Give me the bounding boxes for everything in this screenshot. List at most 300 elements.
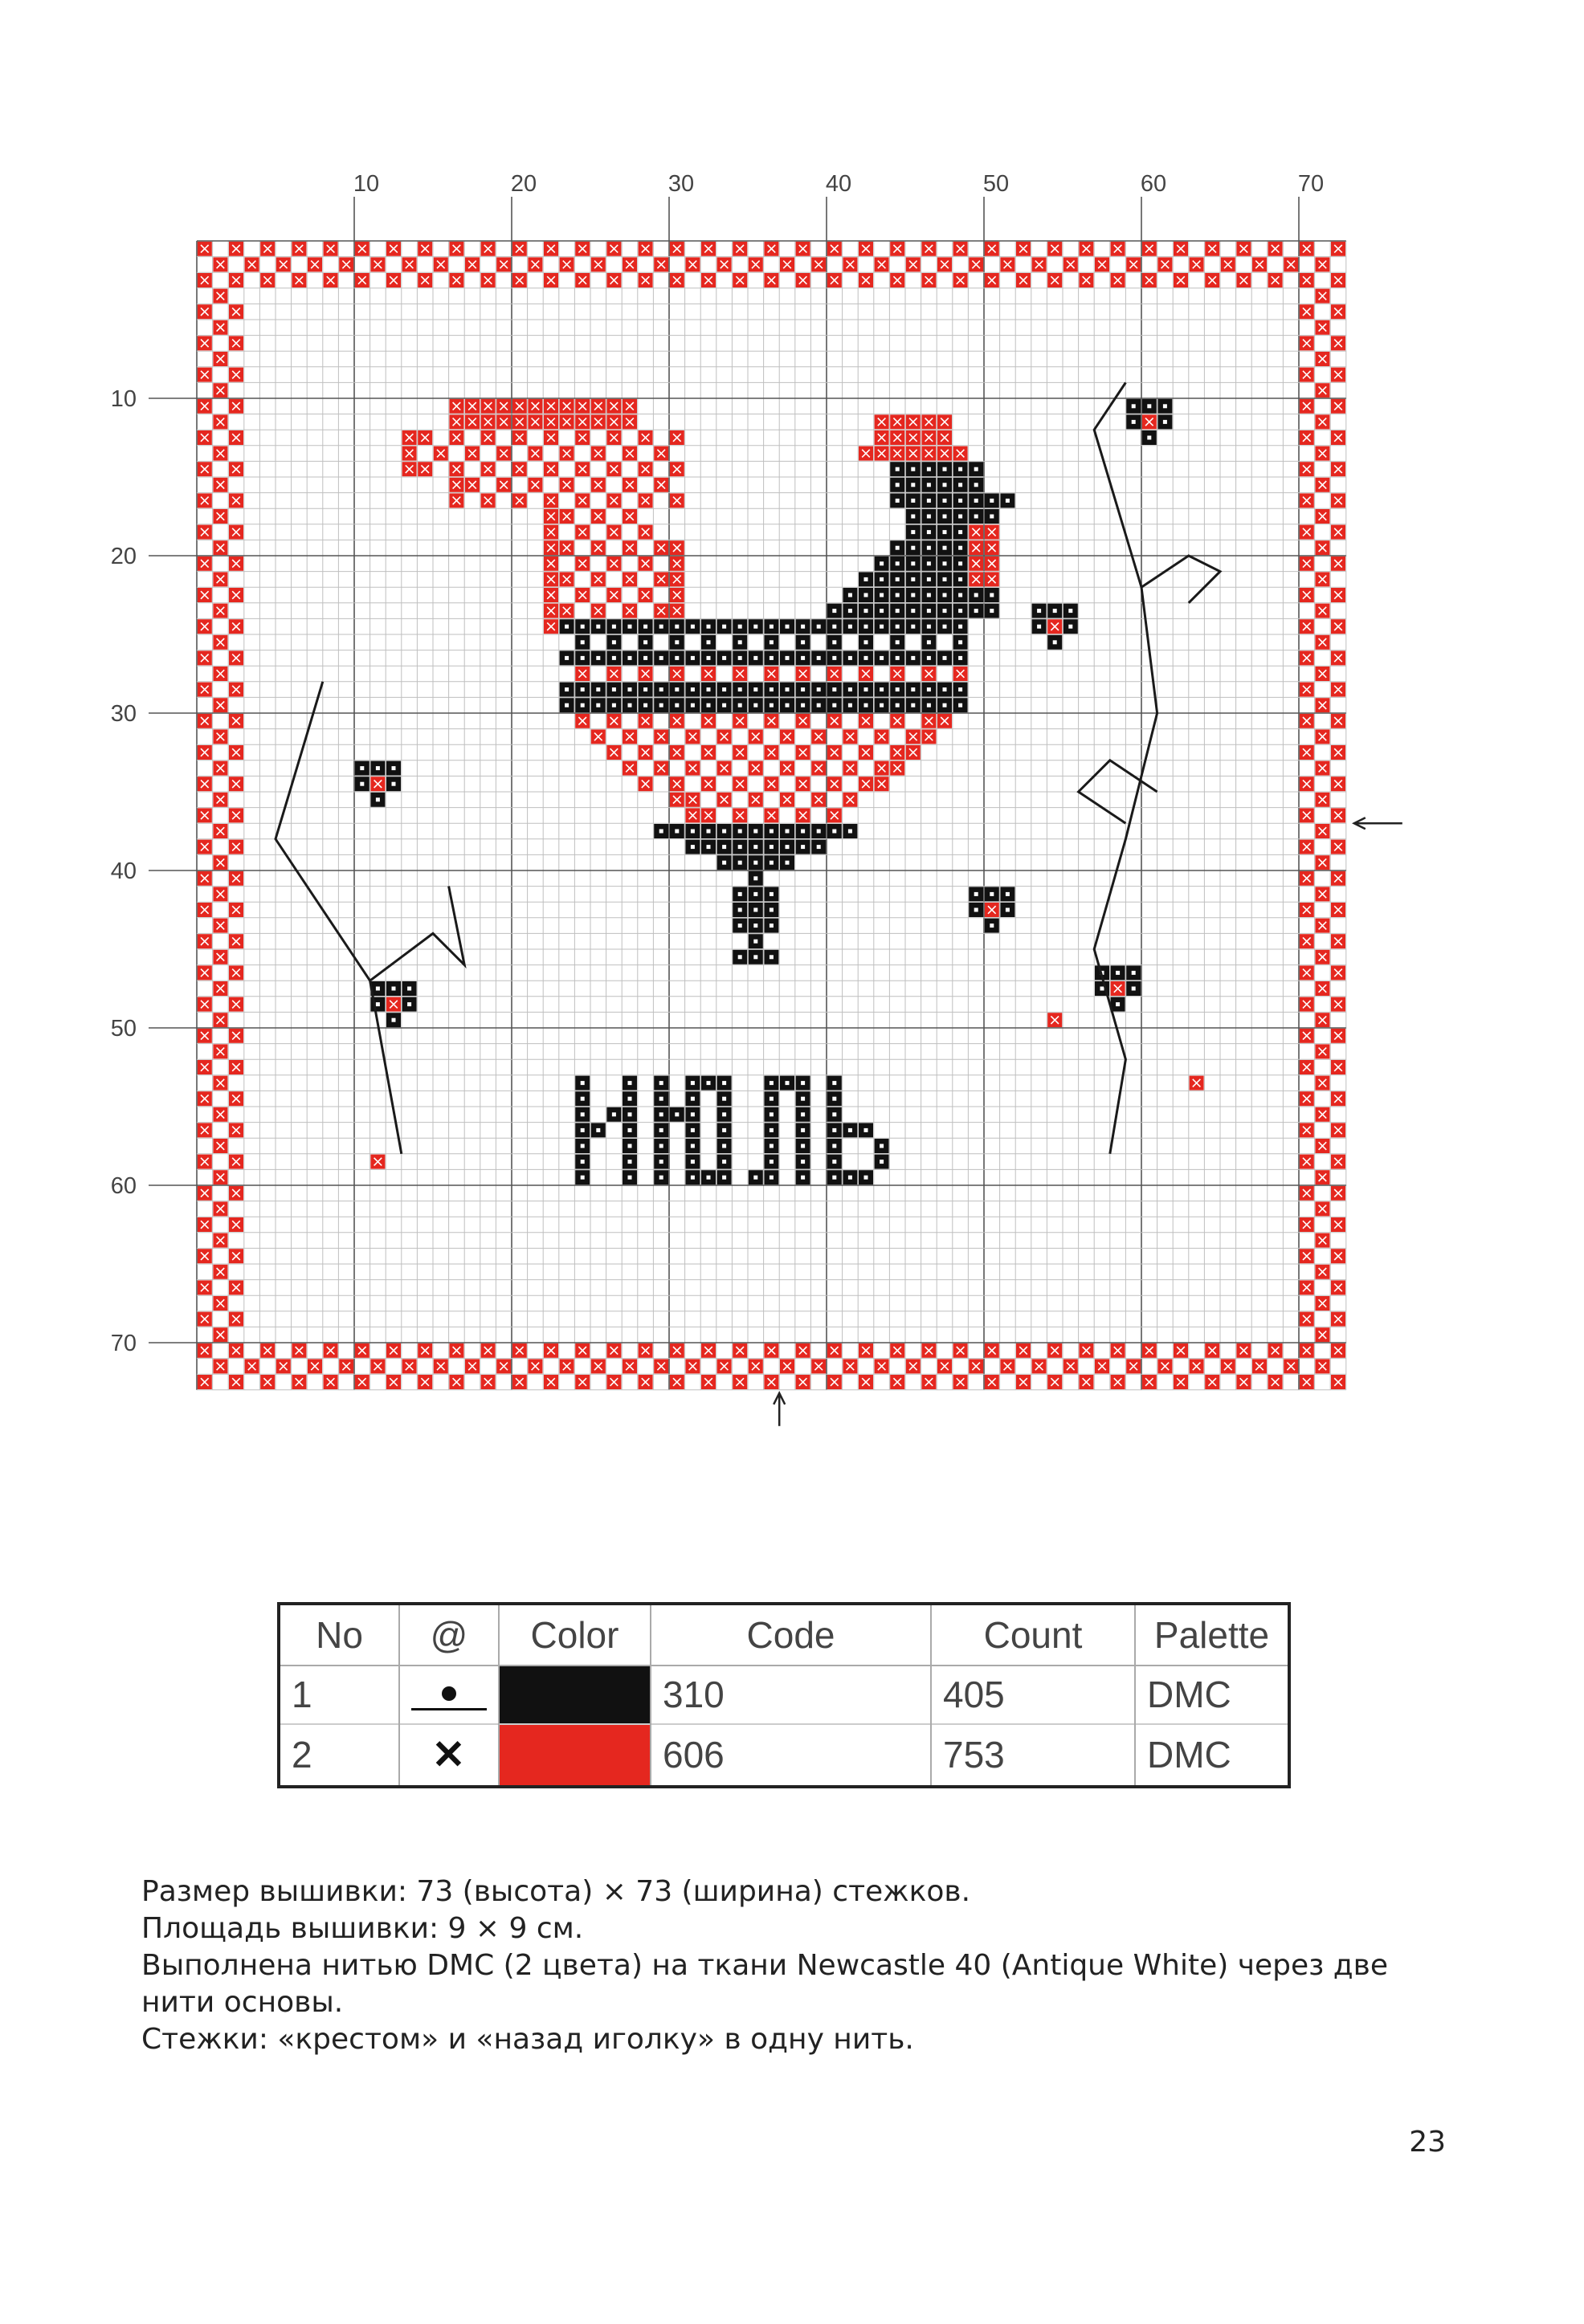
dot-mark bbox=[864, 593, 868, 597]
dot-mark bbox=[801, 703, 805, 707]
dot-mark bbox=[407, 1002, 411, 1006]
dot-mark bbox=[943, 687, 947, 691]
dot-mark bbox=[880, 687, 884, 691]
dot-mark bbox=[565, 656, 569, 660]
dot-mark bbox=[691, 1176, 695, 1180]
dot-mark bbox=[596, 656, 600, 660]
dot-mark bbox=[896, 546, 900, 550]
dot-mark bbox=[643, 656, 647, 660]
dot-mark bbox=[1037, 625, 1041, 629]
dot-mark bbox=[691, 1112, 695, 1116]
dot-mark bbox=[659, 1160, 663, 1164]
dot-mark bbox=[864, 577, 868, 581]
legend-header-palette: Palette bbox=[1135, 1605, 1288, 1666]
dot-mark bbox=[392, 782, 396, 786]
dot-mark bbox=[832, 1097, 836, 1101]
legend-no: 2 bbox=[280, 1724, 399, 1785]
note-stitches: Стежки: «крестом» и «назад иголку» в одну нить. bbox=[141, 2023, 914, 2056]
dot-mark bbox=[753, 687, 757, 691]
dot-mark bbox=[1132, 404, 1136, 408]
dot-mark bbox=[738, 892, 742, 896]
dot-mark bbox=[864, 609, 868, 613]
legend-code: 606 bbox=[651, 1724, 931, 1785]
dot-mark bbox=[722, 703, 726, 707]
dot-mark bbox=[643, 687, 647, 691]
dot-mark bbox=[753, 1176, 757, 1180]
dot-mark bbox=[911, 609, 915, 613]
dot-mark bbox=[1132, 971, 1136, 975]
dot-mark bbox=[958, 656, 962, 660]
dot-mark bbox=[927, 625, 931, 629]
legend-header-color: Color bbox=[499, 1605, 651, 1666]
legend-header-count: Count bbox=[931, 1605, 1135, 1666]
dot-mark bbox=[753, 908, 757, 912]
legend-symbol-cross bbox=[399, 1724, 499, 1785]
dot-mark bbox=[753, 955, 757, 959]
dot-mark bbox=[896, 703, 900, 707]
dot-mark bbox=[376, 797, 380, 801]
dot-mark bbox=[958, 483, 962, 487]
dot-mark bbox=[707, 703, 711, 707]
dot-mark bbox=[407, 987, 411, 991]
dot-mark bbox=[596, 687, 600, 691]
left-axis-label: 10 bbox=[110, 386, 137, 412]
dot-mark bbox=[628, 1112, 632, 1116]
dot-mark bbox=[911, 483, 915, 487]
dot-mark bbox=[817, 830, 821, 834]
dot-mark bbox=[786, 656, 790, 660]
dot-mark bbox=[974, 483, 978, 487]
dot-mark bbox=[770, 830, 774, 834]
dot-mark bbox=[896, 499, 900, 503]
dot-mark bbox=[1147, 404, 1151, 408]
legend-palette: DMC bbox=[1135, 1724, 1288, 1785]
dot-mark bbox=[753, 703, 757, 707]
left-axis-label: 40 bbox=[110, 858, 137, 884]
dot-mark bbox=[691, 1144, 695, 1148]
dot-mark bbox=[958, 625, 962, 629]
dot-mark bbox=[691, 703, 695, 707]
dot-mark bbox=[770, 845, 774, 849]
dot-mark bbox=[612, 625, 616, 629]
thread-legend-table bbox=[277, 1602, 1291, 1788]
top-axis-label: 40 bbox=[825, 171, 852, 197]
dot-mark bbox=[801, 830, 805, 834]
dot-mark bbox=[832, 640, 836, 644]
dot-mark bbox=[927, 577, 931, 581]
dot-mark bbox=[786, 861, 790, 865]
dot-mark bbox=[832, 1176, 836, 1180]
top-axis-label: 20 bbox=[510, 171, 537, 197]
dot-mark bbox=[707, 640, 711, 644]
dot-mark bbox=[801, 1128, 805, 1132]
dot-mark bbox=[801, 1176, 805, 1180]
dot-mark bbox=[392, 766, 396, 770]
dot-mark bbox=[770, 625, 774, 629]
dot-mark bbox=[707, 845, 711, 849]
legend-header-symbol: @ bbox=[399, 1605, 499, 1666]
dot-mark bbox=[581, 625, 585, 629]
dot-mark bbox=[943, 530, 947, 534]
dot-mark bbox=[738, 955, 742, 959]
dot-mark bbox=[675, 830, 679, 834]
dot-mark bbox=[722, 1128, 726, 1132]
dot-mark bbox=[628, 1160, 632, 1164]
dot-mark bbox=[864, 1176, 868, 1180]
dot-mark bbox=[832, 1112, 836, 1116]
dot-mark bbox=[738, 861, 742, 865]
dot-mark bbox=[770, 1128, 774, 1132]
dot-mark bbox=[958, 546, 962, 550]
dot-mark bbox=[943, 515, 947, 519]
dot-mark bbox=[927, 515, 931, 519]
dot-mark bbox=[832, 1081, 836, 1085]
dot-mark bbox=[958, 703, 962, 707]
dot-mark bbox=[691, 656, 695, 660]
dot-mark bbox=[864, 656, 868, 660]
dot-mark bbox=[691, 1097, 695, 1101]
dot-mark bbox=[974, 593, 978, 597]
dot-mark bbox=[675, 625, 679, 629]
dot-mark bbox=[659, 1128, 663, 1132]
dot-mark bbox=[722, 625, 726, 629]
dot-mark bbox=[832, 1144, 836, 1148]
dot-mark bbox=[832, 656, 836, 660]
dot-mark bbox=[596, 703, 600, 707]
dot-mark bbox=[722, 1081, 726, 1085]
dot-mark bbox=[801, 1160, 805, 1164]
dot-mark bbox=[786, 830, 790, 834]
dot-mark bbox=[1147, 436, 1151, 440]
dot-mark bbox=[612, 640, 616, 644]
dot-mark bbox=[722, 687, 726, 691]
dot-mark bbox=[565, 687, 569, 691]
dot-mark bbox=[1053, 640, 1057, 644]
dot-mark bbox=[1068, 609, 1072, 613]
dot-mark bbox=[770, 892, 774, 896]
dot-mark bbox=[848, 609, 852, 613]
dot-mark bbox=[770, 1097, 774, 1101]
dot-mark bbox=[832, 1160, 836, 1164]
dot-mark bbox=[581, 1097, 585, 1101]
left-axis-label: 30 bbox=[110, 701, 137, 727]
dot-mark bbox=[659, 687, 663, 691]
dot-mark bbox=[753, 656, 757, 660]
dot-mark bbox=[753, 923, 757, 928]
dot-mark bbox=[1116, 971, 1120, 975]
dot-mark bbox=[1037, 609, 1041, 613]
dot-mark bbox=[581, 1112, 585, 1116]
dot-mark bbox=[801, 625, 805, 629]
dot-mark bbox=[628, 656, 632, 660]
dot-mark bbox=[770, 703, 774, 707]
dot-mark bbox=[1006, 908, 1010, 912]
dot-mark bbox=[864, 687, 868, 691]
dot-mark bbox=[738, 908, 742, 912]
dot-mark bbox=[753, 892, 757, 896]
dot-mark bbox=[943, 656, 947, 660]
dot-mark bbox=[943, 561, 947, 565]
dot-mark bbox=[958, 640, 962, 644]
top-axis-label: 50 bbox=[982, 171, 1010, 197]
dot-mark bbox=[911, 530, 915, 534]
dot-mark bbox=[675, 656, 679, 660]
dot-mark bbox=[943, 467, 947, 471]
dot-mark bbox=[707, 625, 711, 629]
dot-symbol-icon bbox=[442, 1686, 456, 1701]
dot-mark bbox=[958, 609, 962, 613]
dot-mark bbox=[628, 1097, 632, 1101]
dot-mark bbox=[832, 687, 836, 691]
legend-header-no: No bbox=[280, 1605, 399, 1666]
legend-count: 753 bbox=[931, 1724, 1135, 1785]
note-size: Размер вышивки: 73 (высота) × 73 (ширина) стежков. bbox=[141, 1875, 971, 1908]
top-axis-label: 70 bbox=[1297, 171, 1325, 197]
dot-mark bbox=[612, 703, 616, 707]
dot-mark bbox=[911, 561, 915, 565]
dot-mark bbox=[958, 577, 962, 581]
dot-mark bbox=[896, 483, 900, 487]
dot-mark bbox=[817, 625, 821, 629]
dot-mark bbox=[659, 1081, 663, 1085]
top-axis-label: 30 bbox=[667, 171, 695, 197]
dot-mark bbox=[753, 830, 757, 834]
dot-mark bbox=[753, 876, 757, 880]
dot-mark bbox=[722, 1176, 726, 1180]
left-axis-label: 50 bbox=[110, 1016, 137, 1042]
dot-mark bbox=[880, 625, 884, 629]
dot-mark bbox=[927, 656, 931, 660]
dot-mark bbox=[659, 1144, 663, 1148]
dot-mark bbox=[990, 892, 994, 896]
dot-mark bbox=[738, 656, 742, 660]
dot-mark bbox=[958, 499, 962, 503]
dot-mark bbox=[707, 1176, 711, 1180]
dot-mark bbox=[801, 1097, 805, 1101]
note-area: Площадь вышивки: 9 × 9 см. bbox=[141, 1912, 584, 1945]
dot-mark bbox=[927, 609, 931, 613]
dot-mark bbox=[770, 656, 774, 660]
dot-mark bbox=[643, 625, 647, 629]
dot-mark bbox=[927, 546, 931, 550]
dot-mark bbox=[958, 687, 962, 691]
legend-code: 310 bbox=[651, 1666, 931, 1724]
dot-mark bbox=[927, 561, 931, 565]
dot-mark bbox=[927, 703, 931, 707]
dot-mark bbox=[565, 703, 569, 707]
dot-mark bbox=[974, 892, 978, 896]
dot-mark bbox=[770, 908, 774, 912]
dot-mark bbox=[896, 687, 900, 691]
dot-mark bbox=[596, 1128, 600, 1132]
cross-stitch-chart bbox=[110, 161, 1446, 1486]
dot-mark bbox=[786, 845, 790, 849]
dot-mark bbox=[376, 1002, 380, 1006]
dot-mark bbox=[786, 687, 790, 691]
dot-mark bbox=[848, 1176, 852, 1180]
left-axis-label: 20 bbox=[110, 544, 137, 569]
left-axis-label: 70 bbox=[110, 1331, 137, 1356]
dot-mark bbox=[911, 499, 915, 503]
dot-mark bbox=[880, 703, 884, 707]
dot-mark bbox=[801, 845, 805, 849]
dot-mark bbox=[911, 467, 915, 471]
dot-mark bbox=[786, 703, 790, 707]
dot-mark bbox=[832, 609, 836, 613]
legend-row bbox=[280, 1724, 1288, 1785]
dot-mark bbox=[896, 609, 900, 613]
dot-mark bbox=[864, 625, 868, 629]
dot-mark bbox=[896, 467, 900, 471]
dot-mark bbox=[738, 640, 742, 644]
legend-no: 1 bbox=[280, 1666, 399, 1724]
dot-mark bbox=[376, 766, 380, 770]
dot-mark bbox=[770, 1176, 774, 1180]
dot-mark bbox=[896, 640, 900, 644]
legend-color-swatch bbox=[499, 1724, 651, 1785]
dot-mark bbox=[753, 845, 757, 849]
dot-mark bbox=[659, 1097, 663, 1101]
dot-mark bbox=[707, 656, 711, 660]
dot-mark bbox=[738, 703, 742, 707]
dot-mark bbox=[770, 687, 774, 691]
dot-mark bbox=[927, 530, 931, 534]
dot-mark bbox=[675, 640, 679, 644]
dot-mark bbox=[943, 625, 947, 629]
dot-mark bbox=[864, 703, 868, 707]
dot-mark bbox=[581, 640, 585, 644]
dot-mark bbox=[943, 703, 947, 707]
dot-mark bbox=[612, 1112, 616, 1116]
dot-mark bbox=[958, 593, 962, 597]
dot-mark bbox=[1116, 1002, 1120, 1006]
dot-mark bbox=[770, 1112, 774, 1116]
dot-mark bbox=[628, 1176, 632, 1180]
backstitch-line-icon bbox=[411, 1708, 487, 1710]
dot-mark bbox=[691, 845, 695, 849]
legend-header-code: Code bbox=[651, 1605, 931, 1666]
dot-mark bbox=[880, 609, 884, 613]
dot-mark bbox=[628, 703, 632, 707]
dot-mark bbox=[990, 499, 994, 503]
dot-mark bbox=[770, 923, 774, 928]
dot-mark bbox=[612, 687, 616, 691]
dot-mark bbox=[1068, 625, 1072, 629]
dot-mark bbox=[848, 703, 852, 707]
dot-mark bbox=[1006, 499, 1010, 503]
legend-symbol-dot bbox=[399, 1666, 499, 1724]
dot-mark bbox=[753, 940, 757, 944]
dot-mark bbox=[911, 515, 915, 519]
dot-mark bbox=[848, 625, 852, 629]
dot-mark bbox=[880, 1160, 884, 1164]
dot-mark bbox=[832, 703, 836, 707]
dot-mark bbox=[943, 609, 947, 613]
dot-mark bbox=[722, 830, 726, 834]
legend-header-row bbox=[280, 1605, 1288, 1666]
legend-palette: DMC bbox=[1135, 1666, 1288, 1724]
dot-mark bbox=[990, 515, 994, 519]
dot-mark bbox=[927, 499, 931, 503]
dot-mark bbox=[990, 609, 994, 613]
dot-mark bbox=[911, 703, 915, 707]
dot-mark bbox=[896, 561, 900, 565]
dot-mark bbox=[848, 830, 852, 834]
dot-mark bbox=[974, 908, 978, 912]
dot-mark bbox=[974, 499, 978, 503]
dot-mark bbox=[581, 1144, 585, 1148]
dot-mark bbox=[722, 861, 726, 865]
dot-mark bbox=[722, 845, 726, 849]
legend-row bbox=[280, 1666, 1288, 1724]
dot-mark bbox=[770, 861, 774, 865]
dot-mark bbox=[801, 687, 805, 691]
dot-mark bbox=[612, 656, 616, 660]
dot-mark bbox=[770, 640, 774, 644]
dot-mark bbox=[753, 625, 757, 629]
dot-mark bbox=[848, 1128, 852, 1132]
dot-mark bbox=[990, 923, 994, 928]
dot-mark bbox=[974, 609, 978, 613]
dot-mark bbox=[880, 577, 884, 581]
dot-mark bbox=[722, 1160, 726, 1164]
dot-mark bbox=[943, 499, 947, 503]
dot-mark bbox=[817, 687, 821, 691]
dot-mark bbox=[1053, 609, 1057, 613]
dot-mark bbox=[911, 593, 915, 597]
legend-color-swatch bbox=[499, 1666, 651, 1724]
dot-mark bbox=[848, 593, 852, 597]
dot-mark bbox=[770, 1081, 774, 1085]
dot-mark bbox=[943, 577, 947, 581]
dot-mark bbox=[896, 577, 900, 581]
dot-mark bbox=[911, 687, 915, 691]
dot-mark bbox=[691, 687, 695, 691]
dot-mark bbox=[1100, 987, 1104, 991]
dot-mark bbox=[817, 703, 821, 707]
dot-mark bbox=[659, 656, 663, 660]
dot-mark bbox=[581, 703, 585, 707]
dot-mark bbox=[360, 782, 364, 786]
dot-mark bbox=[628, 1144, 632, 1148]
dot-mark bbox=[832, 1128, 836, 1132]
dot-mark bbox=[911, 546, 915, 550]
dot-mark bbox=[392, 987, 396, 991]
top-axis-label: 10 bbox=[353, 171, 380, 197]
dot-mark bbox=[738, 923, 742, 928]
dot-mark bbox=[659, 703, 663, 707]
dot-mark bbox=[581, 1160, 585, 1164]
dot-mark bbox=[880, 561, 884, 565]
chart-svg bbox=[110, 161, 1446, 1486]
dot-mark bbox=[376, 987, 380, 991]
dot-mark bbox=[848, 687, 852, 691]
dot-mark bbox=[392, 1018, 396, 1022]
dot-mark bbox=[896, 656, 900, 660]
dot-mark bbox=[691, 830, 695, 834]
dot-mark bbox=[1006, 892, 1010, 896]
dot-mark bbox=[581, 656, 585, 660]
dot-mark bbox=[880, 1144, 884, 1148]
dot-mark bbox=[927, 483, 931, 487]
dot-mark bbox=[943, 593, 947, 597]
dot-mark bbox=[770, 1144, 774, 1148]
dot-mark bbox=[801, 1081, 805, 1085]
dot-mark bbox=[707, 1081, 711, 1085]
dot-mark bbox=[911, 625, 915, 629]
embroidery-notes bbox=[141, 1873, 1443, 2058]
dot-mark bbox=[581, 1176, 585, 1180]
